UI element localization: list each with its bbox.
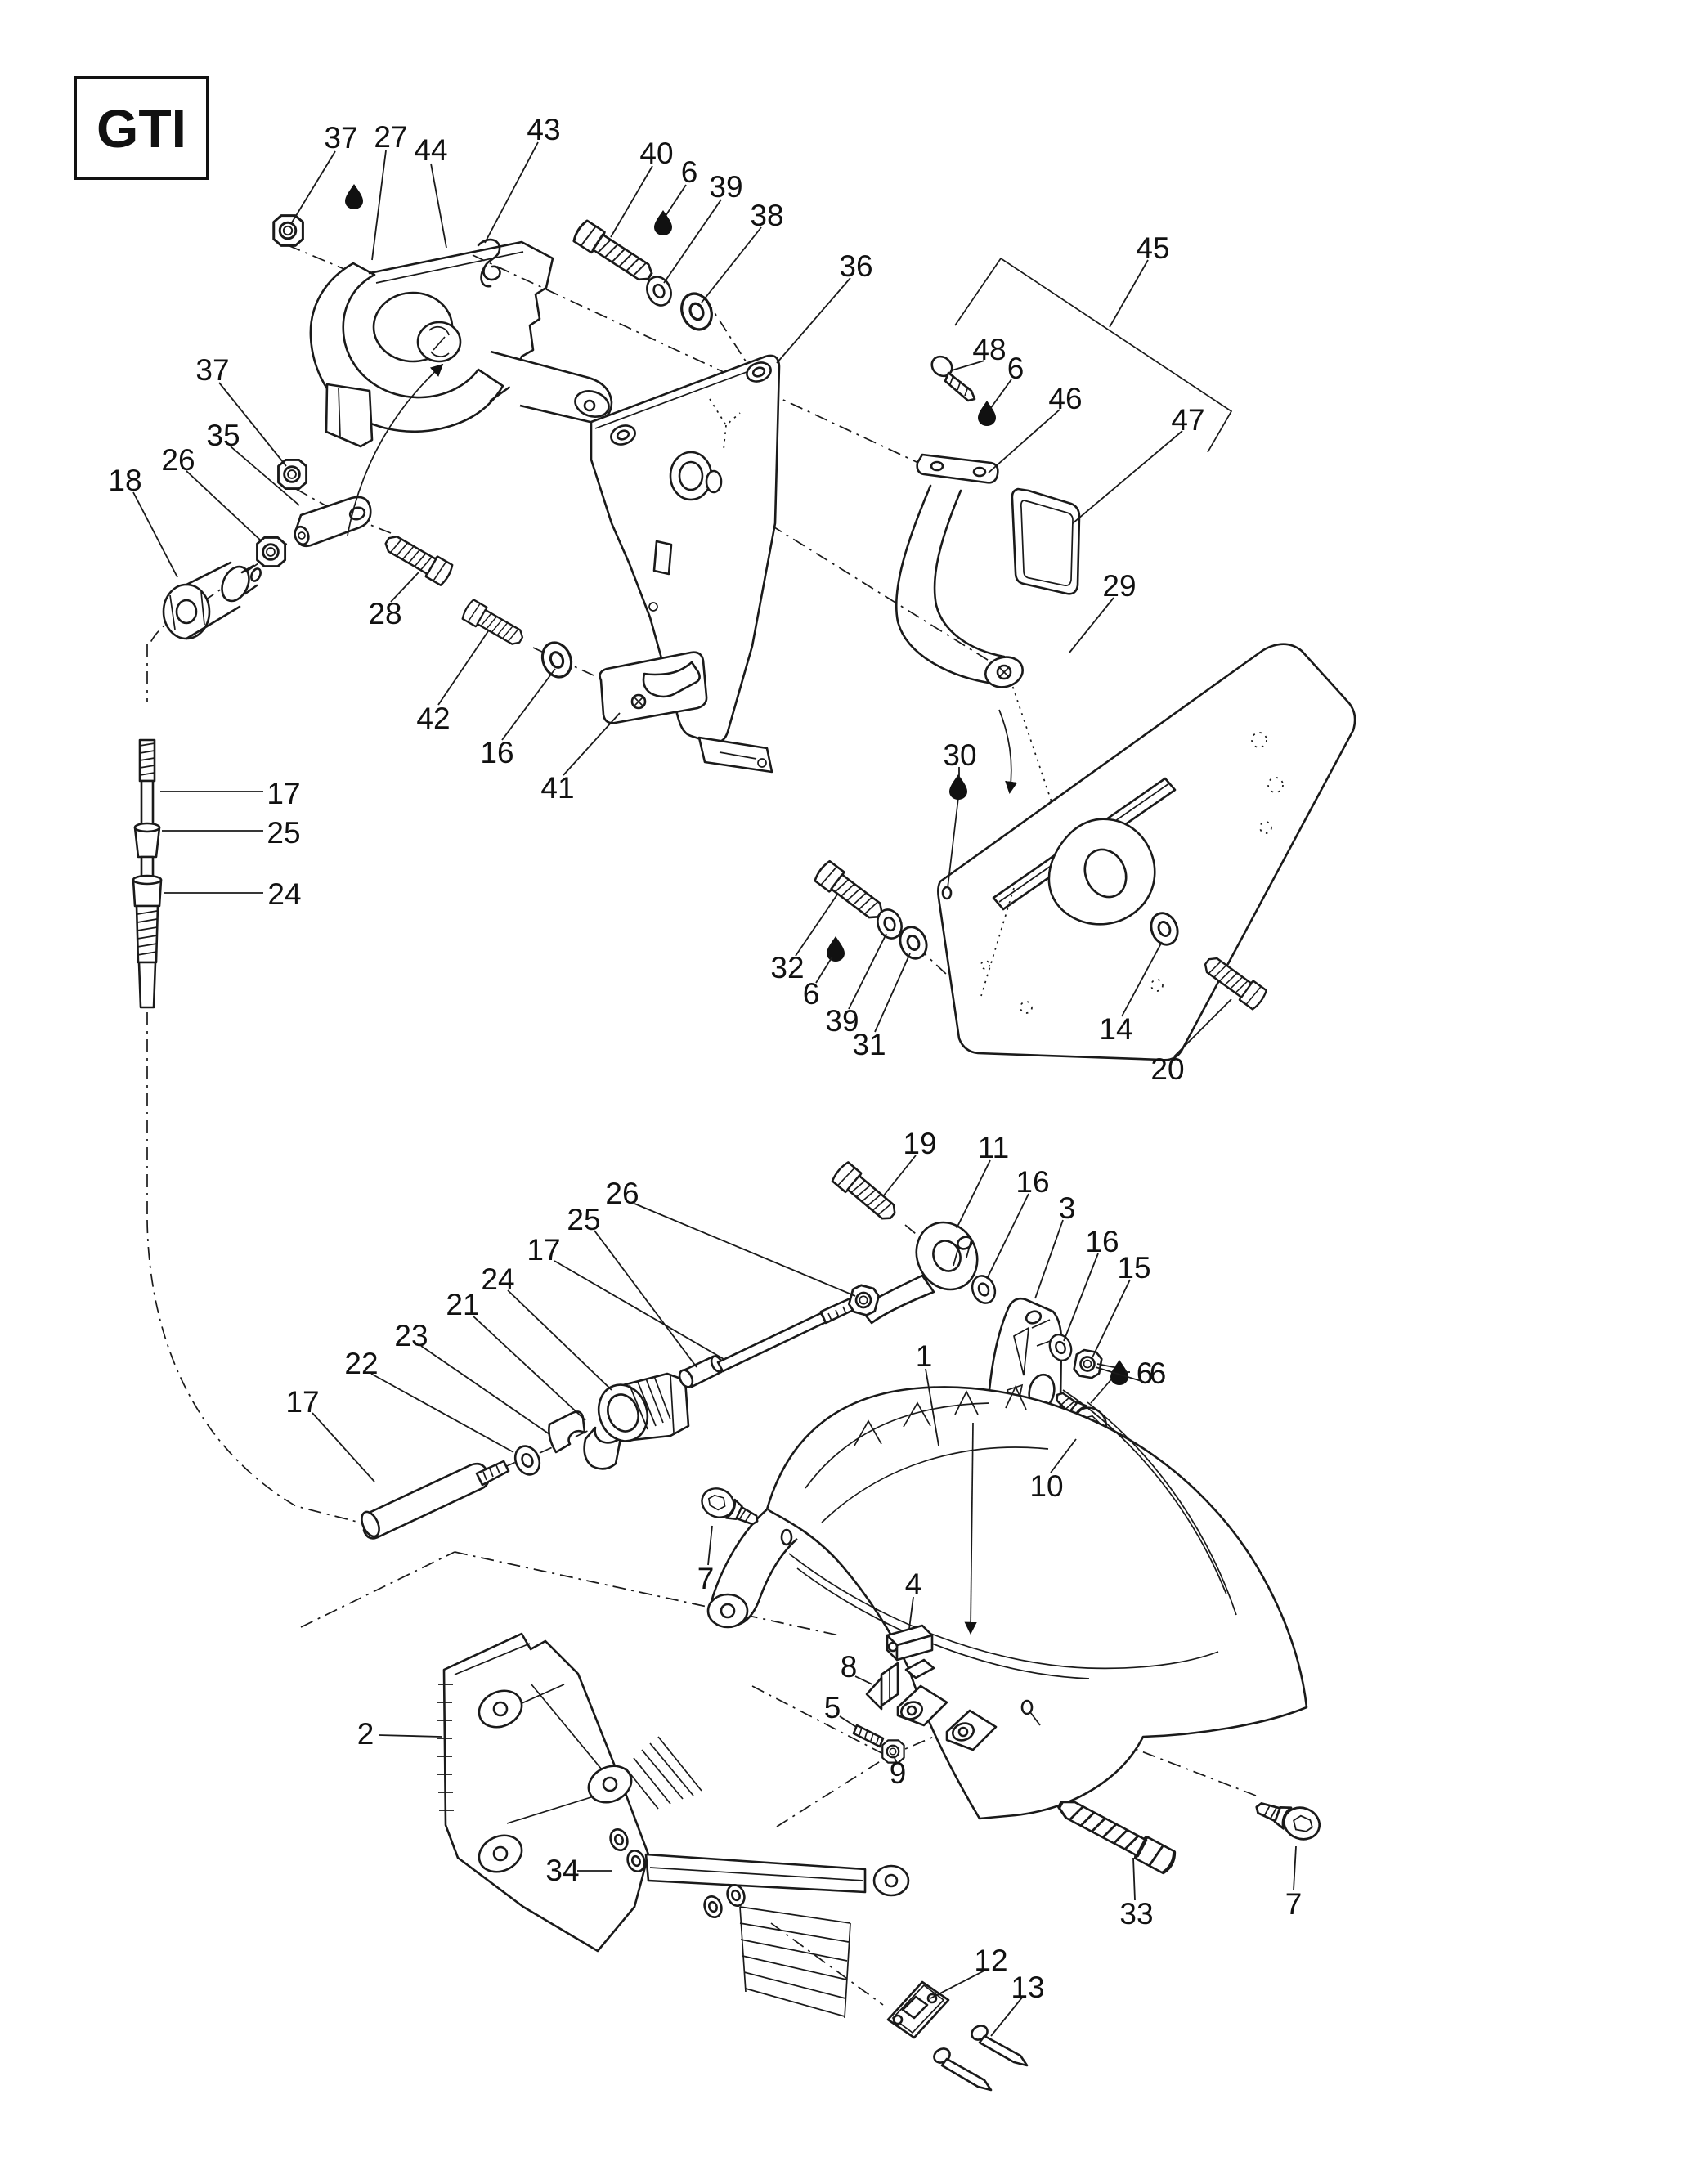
- callout-leader: [563, 713, 620, 775]
- part-number-label: 37: [195, 353, 230, 387]
- rod-end-clevis-11: [860, 1213, 988, 1323]
- part-number-label: 21: [446, 1288, 480, 1321]
- callout-17: [527, 1233, 724, 1359]
- part-number-label: 16: [480, 736, 514, 769]
- threadlocker-drop-icon: [949, 774, 967, 800]
- cable-rod-17: [718, 1313, 826, 1371]
- callout-24: [164, 877, 302, 911]
- callout-47: [1073, 403, 1205, 523]
- part-number-label: 47: [1171, 403, 1205, 437]
- part-number-label: 25: [567, 1203, 601, 1236]
- part-number-label: 7: [697, 1562, 715, 1595]
- part-number-label: 5: [823, 1691, 841, 1724]
- callout-leader: [133, 492, 177, 577]
- part-number-label: 1: [915, 1339, 933, 1373]
- hex-nut-37: [279, 460, 307, 488]
- callout-38: [702, 199, 784, 303]
- callout-leader: [1069, 598, 1114, 653]
- callout-leader: [312, 1413, 374, 1482]
- part-number-label: 31: [852, 1028, 886, 1061]
- callout-26: [605, 1177, 855, 1296]
- callout-26: [161, 443, 262, 541]
- callout-leader: [473, 1316, 585, 1420]
- reverse-lever-46: [896, 455, 1026, 691]
- part-number-label: 14: [1099, 1012, 1133, 1046]
- callout-leader: [438, 631, 488, 705]
- part-number-label: 23: [394, 1319, 428, 1352]
- callout-leader: [508, 1290, 612, 1390]
- callout-leader: [777, 278, 850, 363]
- callout-leader: [379, 1735, 442, 1737]
- callout-leader: [664, 200, 721, 283]
- part-number-label: 17: [267, 777, 301, 810]
- callout-43: [485, 113, 561, 243]
- callout-3: [1035, 1191, 1075, 1298]
- part-number-label: 3: [1058, 1191, 1076, 1225]
- callout-46: [989, 382, 1083, 473]
- callout-16: [480, 669, 555, 769]
- model-badge: [75, 78, 208, 178]
- rivets-13: [931, 2023, 1027, 2090]
- callout-17: [285, 1385, 374, 1482]
- callout-2: [357, 1717, 442, 1751]
- callout-9: [890, 1756, 907, 1790]
- part-number-label: 20: [1150, 1052, 1185, 1086]
- part-number-label: 37: [324, 121, 358, 155]
- callout-30: [943, 738, 976, 778]
- callout-36: [777, 249, 873, 363]
- part-number-label: 45: [1136, 231, 1170, 265]
- jam-nut-26: [847, 1284, 880, 1317]
- part-number-label: 36: [839, 249, 873, 283]
- callout-leader: [485, 142, 538, 243]
- part-number-label: 6: [1149, 1357, 1167, 1390]
- ferrule-25: [677, 1354, 725, 1389]
- part-number-label: 32: [770, 951, 805, 984]
- part-number-label: 38: [750, 199, 784, 232]
- callout-leader: [634, 1204, 855, 1296]
- part-number-label: 18: [108, 464, 142, 497]
- callout-leader: [708, 1526, 712, 1565]
- part-number-label: 9: [889, 1756, 907, 1790]
- callout-29: [1069, 569, 1137, 653]
- part-number-label: 6: [1136, 1357, 1154, 1390]
- threadlocker-drop-icon: [654, 210, 672, 235]
- callout-leader: [1035, 1220, 1063, 1298]
- callout-leader: [1073, 431, 1182, 523]
- part-number-label: 8: [840, 1650, 858, 1684]
- part-number-label: 25: [267, 816, 301, 850]
- callout-leader: [594, 1231, 697, 1367]
- clip-23: [549, 1411, 585, 1452]
- washer-34: [702, 1894, 724, 1919]
- callout-21: [446, 1288, 585, 1420]
- callout-leader: [292, 151, 335, 222]
- socket-screw-7: [1251, 1792, 1324, 1844]
- part-number-label: 19: [903, 1127, 937, 1160]
- part-number-label: 46: [1048, 382, 1083, 415]
- callout-leader: [957, 1160, 990, 1228]
- callout-41: [540, 713, 620, 805]
- callout-6: [803, 957, 832, 1011]
- callout-leader: [883, 1155, 916, 1196]
- wedge-8: [867, 1663, 898, 1709]
- callout-8: [841, 1650, 872, 1684]
- part-number-label: 13: [1011, 1971, 1045, 2004]
- callout-19: [883, 1127, 937, 1196]
- part-number-label: 6: [802, 977, 820, 1011]
- part-number-label: 28: [368, 597, 402, 630]
- callout-42: [416, 631, 488, 735]
- bolt-28: [382, 531, 455, 586]
- part-number-label: 48: [972, 333, 1007, 366]
- callout-leader: [849, 934, 886, 1009]
- part-number-label: 40: [639, 137, 674, 170]
- callout-24: [481, 1262, 612, 1390]
- callout-7: [697, 1526, 715, 1595]
- callout-leader: [702, 227, 761, 303]
- part-number-label: 43: [527, 113, 561, 146]
- part-number-label: 11: [977, 1131, 1010, 1164]
- callout-leader: [989, 410, 1060, 473]
- callout-44: [414, 133, 447, 248]
- callout-leader: [1110, 260, 1148, 327]
- callout-7: [1285, 1846, 1303, 1921]
- callout-leader: [502, 669, 555, 740]
- part-number-label: 39: [825, 1004, 859, 1038]
- part-number-label: 24: [267, 877, 302, 911]
- callout-25: [162, 816, 301, 850]
- part-number-label: 15: [1117, 1251, 1151, 1285]
- part-number-label: 24: [481, 1262, 515, 1296]
- callout-45: [1110, 231, 1170, 327]
- cable-upper-section: [133, 740, 161, 1007]
- callout-leader: [875, 953, 910, 1032]
- callout-16: [987, 1165, 1050, 1279]
- stud-5: [854, 1725, 883, 1747]
- callout-leader: [554, 1261, 724, 1359]
- part-number-label: 39: [709, 170, 743, 204]
- part-number-label: 7: [1285, 1887, 1303, 1921]
- part-number-label: 4: [904, 1567, 922, 1601]
- part-number-label: 16: [1016, 1165, 1050, 1199]
- callout-leader: [855, 1676, 872, 1684]
- part-number-label: 6: [680, 155, 698, 189]
- callout-22: [344, 1347, 513, 1452]
- part-number-label: 17: [285, 1385, 320, 1419]
- callout-leader: [1294, 1846, 1296, 1890]
- part-number-label: 30: [943, 738, 977, 772]
- callout-27: [372, 120, 408, 260]
- callout-37: [292, 121, 358, 222]
- callout-leader: [611, 166, 652, 237]
- part-number-label: 44: [414, 133, 448, 167]
- callout-15: [1092, 1251, 1151, 1357]
- callout-28: [368, 572, 419, 630]
- part-number-label: 42: [416, 702, 451, 735]
- part-number-label: 17: [527, 1233, 561, 1267]
- bolt-19: [831, 1161, 900, 1225]
- bolt-42: [461, 599, 527, 649]
- callout-33: [1119, 1858, 1153, 1931]
- callout-16: [1064, 1225, 1119, 1341]
- callout-leader: [372, 150, 386, 260]
- hex-nut-26: [258, 537, 285, 566]
- callout-leader: [987, 1194, 1029, 1279]
- callout-leader: [1064, 1253, 1098, 1341]
- callout-leader: [431, 164, 446, 248]
- screw-48: [928, 352, 975, 401]
- callout-12: [930, 1944, 1008, 1998]
- bolt-33: [1055, 1794, 1177, 1875]
- washer-16: [537, 639, 576, 682]
- callout-11: [957, 1131, 1009, 1228]
- part-number-label: 12: [974, 1944, 1008, 1977]
- clevis-35: [293, 497, 370, 546]
- part-number-label: 27: [374, 120, 408, 154]
- cable-end-18: [164, 563, 262, 639]
- callout-25: [567, 1203, 697, 1367]
- callout-48: [952, 333, 1007, 370]
- callout-23: [394, 1319, 549, 1434]
- part-number-label: 2: [356, 1717, 374, 1751]
- callout-leader: [1133, 1858, 1135, 1900]
- callout-leader: [1092, 1280, 1130, 1357]
- part-number-label: 35: [206, 419, 240, 452]
- callout-leader: [371, 1374, 513, 1452]
- threadlocker-drop-icon: [345, 184, 363, 209]
- anode-plate-12: [888, 1982, 948, 2038]
- model-badge-label: GTI: [96, 98, 186, 159]
- shift-cam-assembly: [311, 240, 612, 446]
- part-number-label: 16: [1085, 1225, 1119, 1258]
- hex-nut-37-top: [274, 216, 303, 246]
- callout-18: [108, 464, 177, 577]
- part-number-label: 33: [1119, 1897, 1154, 1931]
- callout-5: [824, 1691, 856, 1727]
- callout-leader: [666, 185, 686, 216]
- callout-13: [991, 1971, 1045, 2036]
- part-number-label: 26: [605, 1177, 639, 1210]
- callout-leader: [421, 1346, 549, 1434]
- callout-leader: [186, 471, 262, 541]
- side-plate-29: [938, 644, 1355, 1061]
- callout-32: [770, 895, 837, 984]
- threadlocker-drop-icon: [827, 936, 845, 962]
- part-number-label: 6: [1007, 352, 1025, 385]
- part-number-label: 26: [161, 443, 195, 477]
- callout-leader: [840, 1716, 856, 1727]
- part-number-label: 29: [1102, 569, 1137, 603]
- callout-31: [852, 953, 910, 1061]
- part-number-label: 22: [344, 1347, 379, 1380]
- callout-17: [160, 777, 301, 810]
- pad-47: [1012, 489, 1079, 594]
- part-number-label: 34: [545, 1854, 580, 1887]
- part-number-label: 10: [1029, 1469, 1064, 1503]
- part-number-label: 41: [540, 771, 575, 805]
- reverse-gate-1: [708, 1387, 1307, 1819]
